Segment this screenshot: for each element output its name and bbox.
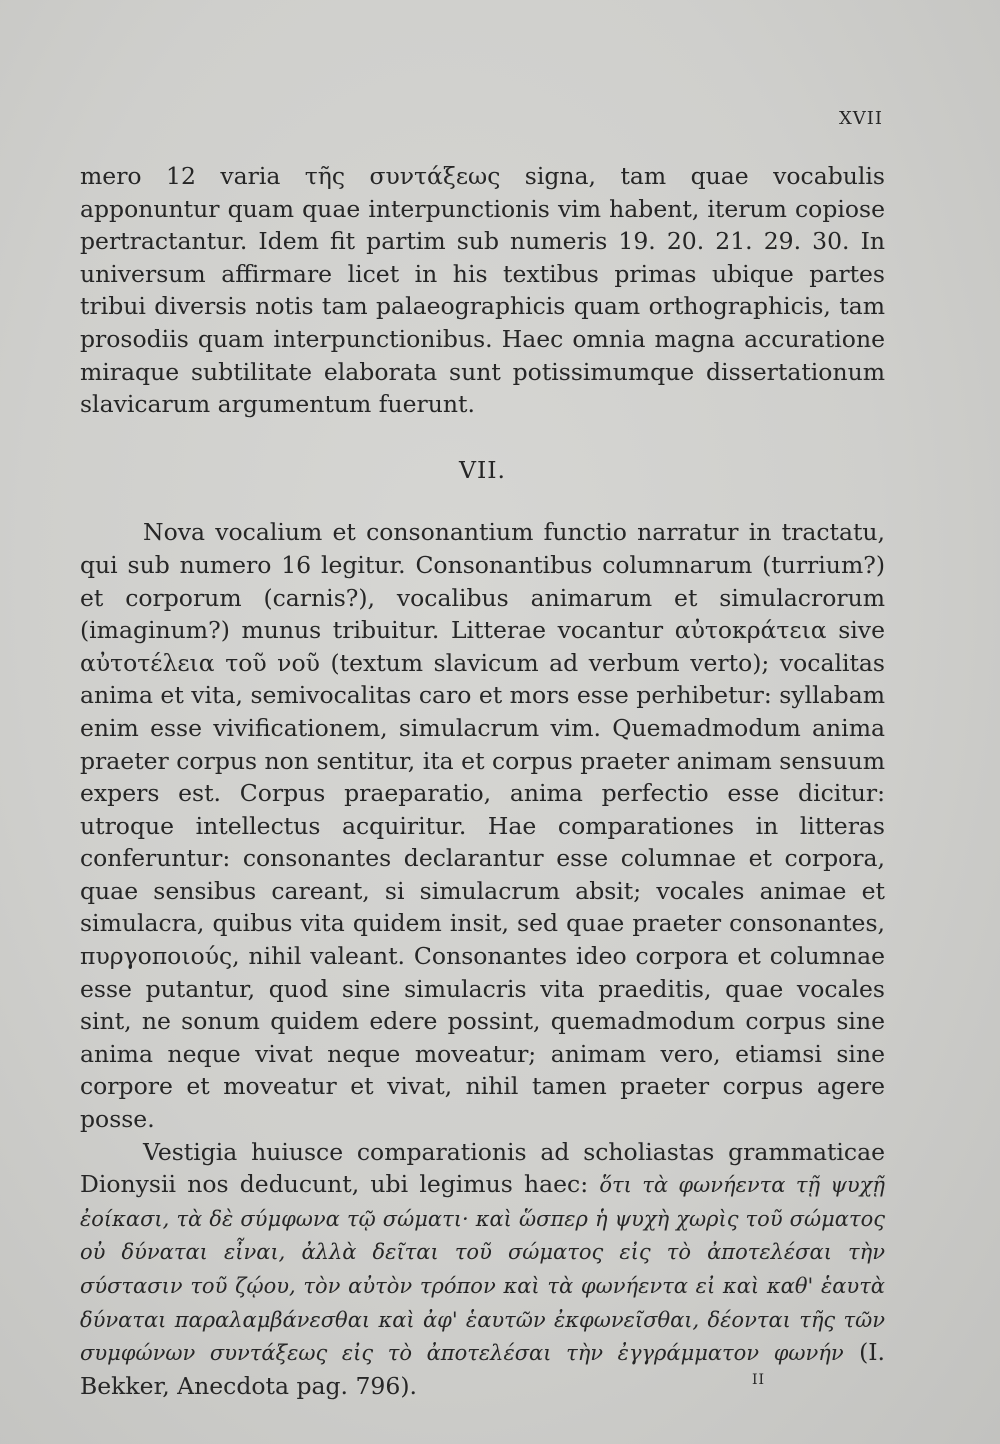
page-number: XVII [838, 108, 883, 129]
citation: (I. Bekker, Anecdota pag. 796). [80, 1338, 885, 1400]
paragraph-continuation: mero 12 varia τῆς συντάξεως signa, tam quae vocabulis apponuntur quam quae interpunctionis vim habent, iterum copiose pertractantur. Idem fit partim sub numeris 19. 20. 21. 29. 30. In universum affirmare licet in his textibus primas ubique partes tribui diversis notis tam palaeographicis quam orthographicis, tam prosodiis quam interpunctionibus. Haec omnia magna accuratione miraque subtilitate elaborata sunt potissimumque dissertationum slavicarum argumentum fuerunt. [80, 162, 885, 419]
paragraph-vocalium: Nova vocalium et consonantium functio narratur in tractatu, qui sub numero 16 legitur. Consonantibus columnarum (turrium?) et corporum (carnis?), vocalibus animarum et simulacrorum (imaginum?) munus tribuitur. Litterae vocantur αὐτοκράτεια sive αὐτοτέλεια τοῦ νοῦ (textum slavicum ad verbum verto); vocalitas anima et vita, semivocalitas caro et mors esse perhibetur: syllabam enim esse vivificationem, simulacrum vim. Quemadmodum anima praeter corpus non sentitur, ita et corpus praeter animam sensuum expers est. Corpus praeparatio, anima perfectio esse dicitur: utroque intellectus acquiritur. Hae comparationes in litteras conferuntur: consonantes declarantur esse columnae et corpora, quae sensibus careant, si simulacrum absit; vocales animae et simulacra, quibus vita quidem insit, sed quae praeter consonantes, πυργοποιούς, nihil valeant. Consonantes ideo corpora et columnae esse putantur, quod sine simulacris vita praeditis, quae vocales sint, ne sonum quidem edere possint, quemadmodum corpus sine anima neque vivat neque moveatur; animam vero, etiamsi sine corpore et moveatur et vivat, nihil tamen praeter corpus agere posse. [80, 518, 885, 1134]
signature-mark: II [752, 1372, 766, 1388]
page-body [80, 160, 885, 1402]
paragraph-vestigia [80, 1136, 885, 1403]
greek-quotation: ὅτι τὰ φωνήεντα τῇ ψυχῇ ἐοίκασι, τὰ δὲ σύμφωνα τῷ σώματι· καὶ ὥσπερ ἡ ψυχὴ χωρὶς τοῦ σώματος οὐ δύναται εἶναι, ἀλλὰ δεῖται τοῦ σώματος εἰς τὸ ἀποτελέσαι τὴν σύστασιν τοῦ ζῴου, τὸν αὐτὸν τρόπον καὶ τὰ φωνήεντα εἰ καὶ καθ' ἑαυτὰ δύναται παραλαμβάνεσθαι καὶ ἀφ' ἑαυτῶν ἐκφωνεῖσθαι, δέονται τῆς τῶν συμφώνων συντάξεως εἰς τὸ ἀποτελέσαι τὴν ἐγγράμματον φωνήν [80, 1173, 885, 1366]
section-heading: VII. [458, 455, 506, 484]
paragraph-vestigia-latin: Vestigia huiusce comparationis ad scholiastas grammaticae Dionysii nos deducunt, ubi legimus haec: [80, 1137, 885, 1199]
